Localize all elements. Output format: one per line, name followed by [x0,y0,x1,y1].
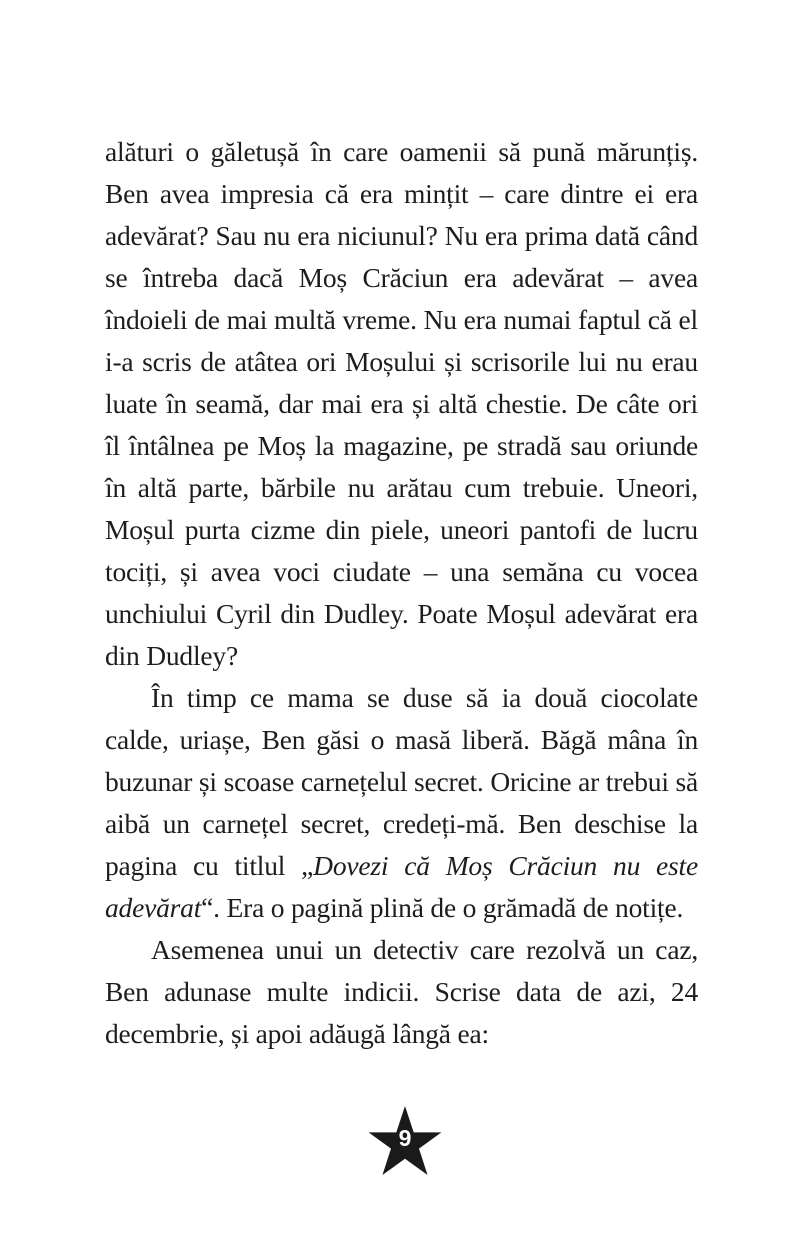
italic-book-title: Dovezi că Moș Crăciun nu este adevărat [105,850,698,923]
paragraph-text: “. Era o pagină plină de o grămadă de notițe. [201,892,684,923]
paragraph-text: Asemenea unui un detectiv care rezolvă un caz, Ben adunase multe indicii. Scrise data de azi, 24 decembrie, și apoi adăugă lângă ea: [105,934,698,1049]
page-number-ornament [368,1106,442,1177]
paragraph [105,929,698,1055]
page-text [105,131,698,1055]
paragraph [105,677,698,929]
paragraph [105,131,698,677]
paragraph-text: alături o găletușă în care oamenii să pună mărunțiș. Ben avea impresia că era mințit – care dintre ei era adevărat? Sau nu era niciunul? Nu era prima dată când se întreba dacă Moș Crăciun era adevărat – avea îndoieli de mai multă vreme. Nu era numai faptul că el i-a scris de atâtea ori Moșului și scrisorile lui nu erau luate în seamă, dar mai era și altă chestie. De câte ori îl întâlnea pe Moș la magazine, pe stradă sau oriunde în altă parte, bărbile nu arătau cum trebuie. Uneori, Moșul purta cizme din piele, uneori pantofi de lucru tociți, și avea voci ciudate – una semăna cu vocea unchiului Cyril din Dudley. Poate Moșul adevărat era din Dudley? [105,136,698,671]
paragraph-text: În timp ce mama se duse să ia două ciocolate calde, uriașe, Ben găsi o masă liberă. Băgă mâna în buzunar și scoase carnețelul secret. Oricine ar trebui să aibă un carnețel secret, credeți-mă. Ben deschise la pagina cu titlul „ [105,682,698,881]
page-number: 9 [398,1125,412,1151]
